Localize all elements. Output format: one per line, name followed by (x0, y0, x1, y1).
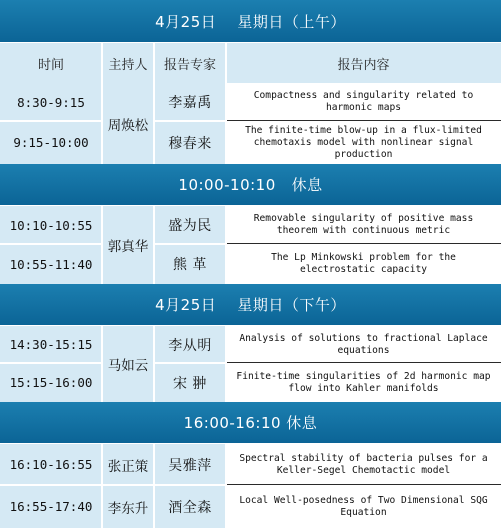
session-late-morning (0, 206, 501, 284)
talk-speaker: 盛为民 (154, 206, 226, 244)
talk-title: Spectral stability of bacteria pulses for a Keller-Segel Chemotactic model (239, 452, 488, 476)
talk-title: Local Well-posedness of Two Dimensional SQG Equation (239, 494, 488, 518)
header-speaker: 报告专家 (163, 57, 216, 73)
talk-speaker: 酒全森 (154, 485, 226, 528)
talk-time: 10:10-10:55 (0, 206, 102, 244)
section-band-morning (0, 0, 501, 43)
header-time: 时间 (37, 57, 64, 73)
table-header (0, 43, 501, 83)
session-host: 李东升 (102, 485, 154, 528)
section-title: 10:00-10:10 休息 (178, 176, 323, 194)
section-band-afternoon (0, 284, 501, 326)
talk-speaker: 吴雅萍 (154, 444, 226, 485)
talk-time: 16:55-17:40 (0, 485, 102, 528)
talk-title: Removable singularity of positive mass theorem with continuous metric (253, 213, 474, 236)
session-host: 郭真华 (102, 206, 154, 284)
section-title: 4月25日 星期日（下午） (155, 296, 346, 314)
talk-speaker: 穆春来 (154, 121, 226, 164)
session-host: 周焕松 (102, 83, 154, 164)
talk-time: 10:55-11:40 (0, 244, 102, 284)
talk-title: Compactness and singularity related to harmonic maps (253, 90, 474, 113)
section-title: 4月25日 星期日（上午） (155, 12, 346, 31)
talk-time: 16:10-16:55 (0, 444, 102, 485)
talk-speaker: 宋 翀 (154, 363, 226, 402)
talk-time: 8:30-9:15 (0, 83, 102, 121)
header-host: 主持人 (108, 57, 148, 73)
section-band-break-2 (0, 402, 501, 444)
session-late-afternoon (0, 444, 501, 528)
talk-title: The finite-time blow-up in a flux-limited chemotaxis model with nonlinear signal production (245, 124, 482, 160)
session-host: 马如云 (102, 326, 154, 402)
talk-time: 14:30-15:15 (0, 326, 102, 363)
section-band-break-1 (0, 164, 501, 206)
talk-title: The Lp Minkowski problem for the electrostatic capacity (271, 252, 456, 275)
talk-speaker: 李从明 (154, 326, 226, 363)
session-host: 张正策 (102, 444, 154, 485)
session-morning (0, 83, 501, 164)
talk-title: Finite-time singularities of 2d harmonic map flow into Kahler manifolds (236, 370, 491, 394)
section-title: 16:00-16:10 休息 (183, 414, 318, 432)
talk-speaker: 李嘉禹 (154, 83, 226, 121)
header-title: 报告内容 (337, 57, 390, 73)
talk-speaker: 熊 革 (154, 244, 226, 284)
talk-title: Analysis of solutions to fractional Laplace equations (239, 332, 488, 356)
talk-time: 9:15-10:00 (0, 121, 102, 164)
session-afternoon (0, 326, 501, 402)
talk-time: 15:15-16:00 (0, 363, 102, 402)
